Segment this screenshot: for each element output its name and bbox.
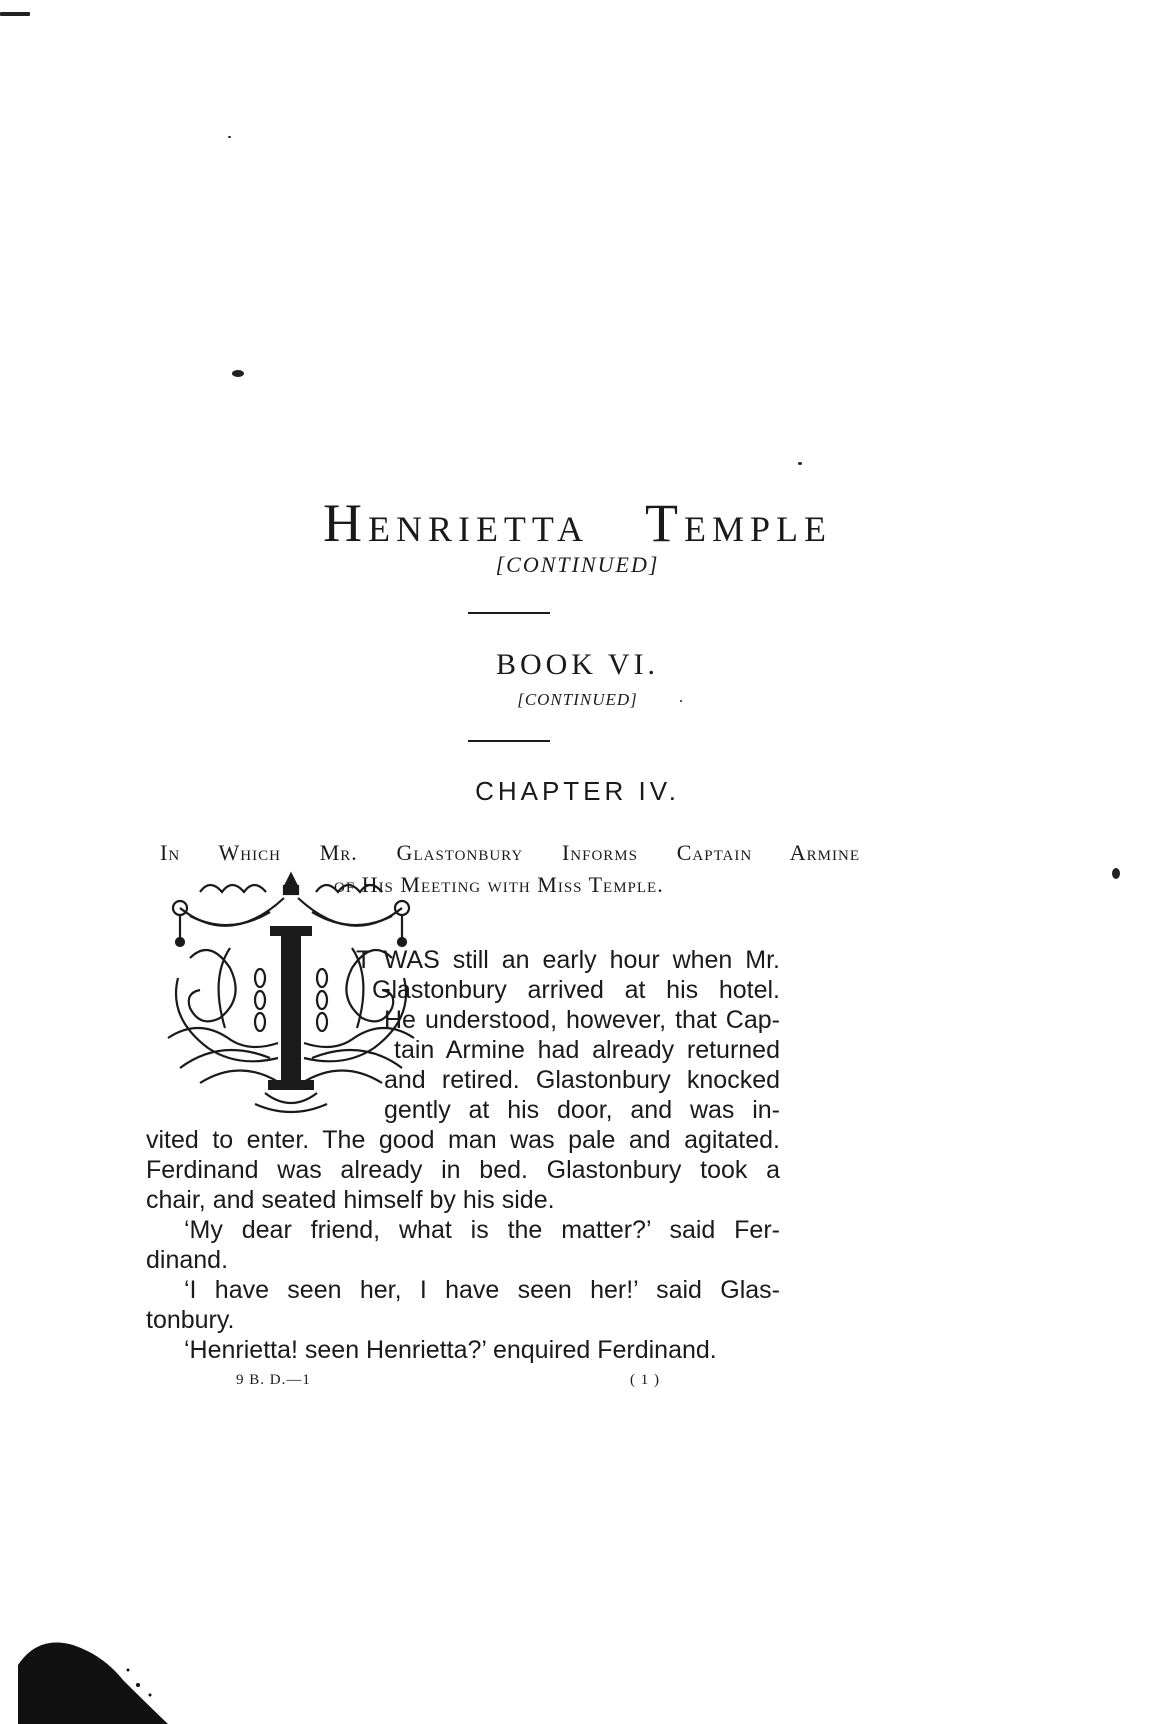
scan-mark (1112, 868, 1120, 879)
chapter-title: CHAPTER IV. (475, 776, 680, 806)
scan-mark (0, 12, 30, 16)
printer-signature: 9 B. D.—1 (236, 1372, 311, 1388)
body-line: tain Armine had already returned (394, 1036, 780, 1064)
chapter-heading-line-1: In Which Mr. Glastonbury Informs Captain Armine (160, 840, 860, 865)
book-title: HENRIETTA TEMPLE (322, 493, 833, 553)
body-line: ‘My dear friend, what is the matter?’ said Fer- (184, 1216, 780, 1244)
body-line: and retired. Glastonbury knocked (384, 1066, 780, 1094)
body-line: gently at his door, and was in- (384, 1096, 780, 1124)
book-continued-note: [CONTINUED] (517, 690, 638, 709)
chapter-heading-line-2: of His Meeting with Miss Temple. (334, 872, 664, 897)
body-line: Ferdinand was already in bed. Glastonbury took a (146, 1156, 780, 1184)
body-line: ‘I have seen her, I have seen her!’ said Glas- (184, 1276, 780, 1304)
title-continued-note: [CONTINUED] (495, 552, 660, 577)
body-line: chair, and seated himself by his side. (146, 1186, 555, 1214)
body-line: Glastonbury arrived at his hotel. (372, 976, 780, 1004)
scan-mark (228, 136, 231, 138)
body-line: ‘Henrietta! seen Henrietta?’ enquired Ferdinand. (184, 1336, 717, 1364)
body-line: vited to enter. The good man was pale and agitated. (146, 1126, 780, 1154)
divider-rule (468, 612, 550, 614)
body-line: T WAS still an early hour when Mr. (356, 946, 780, 974)
body-line: He understood, however, that Cap- (384, 1006, 780, 1034)
body-line: dinand. (146, 1246, 229, 1274)
ink-blot (18, 1625, 178, 1724)
body-line: tonbury. (146, 1306, 235, 1334)
scan-mark (232, 370, 244, 377)
divider-rule (468, 740, 550, 742)
scan-mark (798, 462, 802, 465)
book-number: BOOK VI. (495, 648, 660, 681)
page-number: ( 1 ) (630, 1372, 660, 1388)
